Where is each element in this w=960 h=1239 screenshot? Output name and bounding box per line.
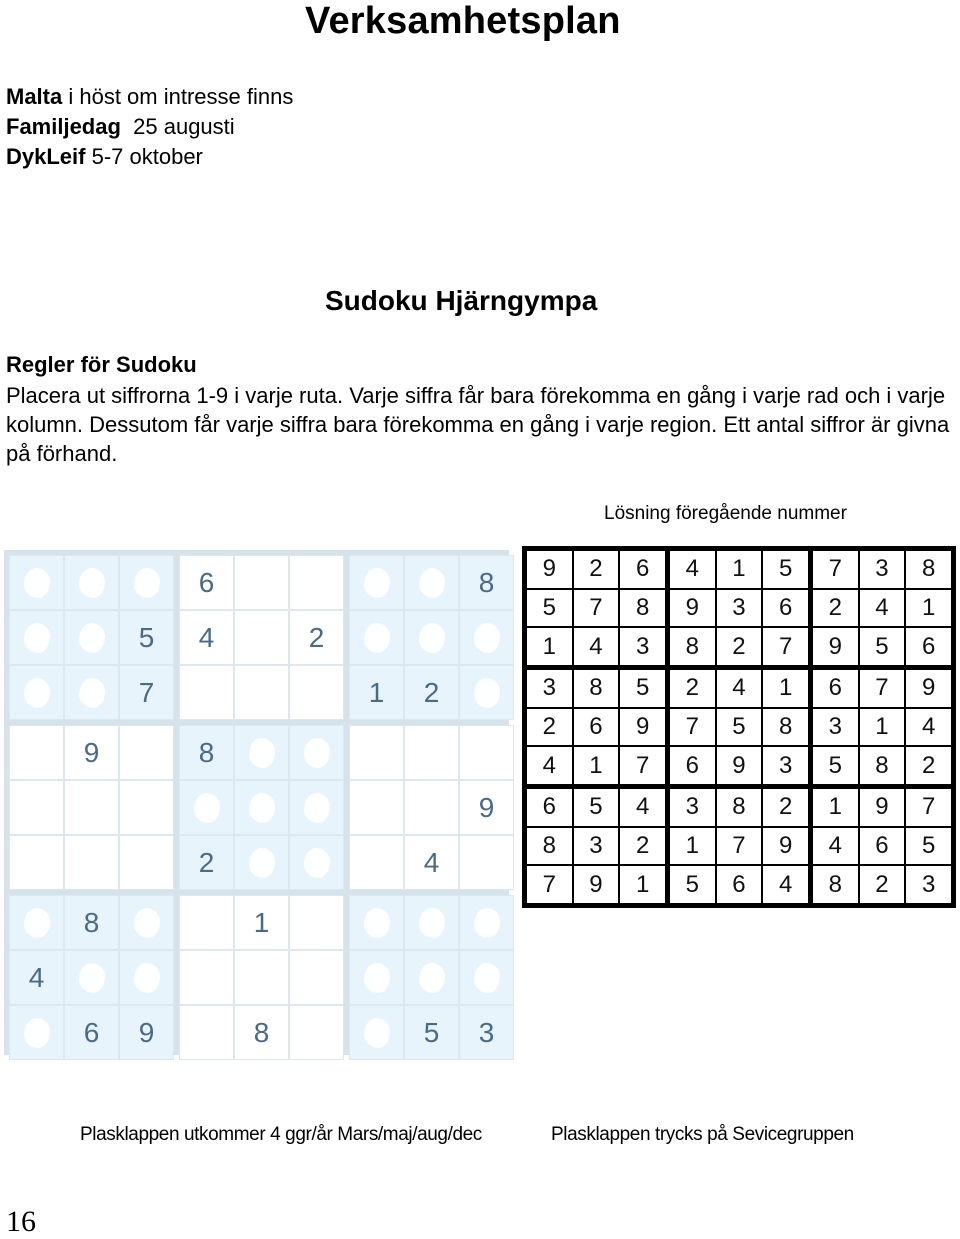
solution-cell: 6	[670, 747, 715, 784]
puzzle-cell[interactable]	[459, 665, 514, 720]
solution-cell: 2	[763, 789, 808, 826]
decorative-blob	[364, 908, 390, 938]
puzzle-cell[interactable]	[9, 555, 64, 610]
puzzle-cell[interactable]	[234, 950, 289, 1005]
puzzle-cell[interactable]	[349, 780, 404, 835]
solution-cell: 9	[670, 590, 715, 627]
puzzle-block	[9, 725, 174, 890]
puzzle-cell[interactable]	[289, 895, 344, 950]
page-number: 16	[6, 1205, 36, 1238]
rules-heading: Regler för Sudoku	[6, 352, 197, 377]
puzzle-cell[interactable]	[234, 780, 289, 835]
solution-cell: 3	[670, 789, 715, 826]
puzzle-cell[interactable]: 3	[459, 1005, 514, 1060]
event-item	[6, 112, 293, 142]
puzzle-cell[interactable]	[64, 665, 119, 720]
puzzle-cell[interactable]	[404, 780, 459, 835]
solution-cell: 3	[527, 670, 572, 707]
puzzle-cell[interactable]	[289, 555, 344, 610]
puzzle-cell[interactable]	[234, 610, 289, 665]
puzzle-cell[interactable]	[349, 950, 404, 1005]
decorative-blob	[79, 963, 105, 993]
solution-cell: 4	[527, 747, 572, 784]
decorative-blob	[419, 963, 445, 993]
decorative-blob	[79, 568, 105, 598]
solution-cell: 9	[906, 670, 951, 707]
decorative-blob	[474, 678, 500, 708]
footer-printer: Plasklappen trycks på Sevicegruppen	[551, 1124, 854, 1145]
puzzle-cell[interactable]	[9, 610, 64, 665]
puzzle-cell[interactable]	[119, 555, 174, 610]
solution-cell: 6	[574, 709, 619, 746]
puzzle-cell[interactable]	[234, 555, 289, 610]
puzzle-cell[interactable]	[349, 555, 404, 610]
puzzle-cell[interactable]	[119, 835, 174, 890]
decorative-blob	[249, 793, 275, 823]
puzzle-cell[interactable]: 9	[119, 1005, 174, 1060]
solution-cell: 8	[717, 789, 762, 826]
puzzle-cell[interactable]: 1	[234, 895, 289, 950]
solution-cell: 4	[574, 628, 619, 665]
solution-cell: 9	[717, 747, 762, 784]
solution-cell: 3	[574, 828, 619, 865]
event-detail: 5-7 oktober	[85, 144, 203, 169]
puzzle-cell[interactable]: 4	[179, 610, 234, 665]
footer-publication-schedule: Plasklappen utkommer 4 ggr/år Mars/maj/aug/dec	[80, 1124, 482, 1145]
puzzle-cell[interactable]	[119, 780, 174, 835]
decorative-blob	[364, 623, 390, 653]
solution-cell: 9	[860, 789, 905, 826]
solution-cell: 9	[813, 628, 858, 665]
puzzle-cell[interactable]	[9, 665, 64, 720]
solution-cell: 5	[813, 747, 858, 784]
puzzle-cell[interactable]: 8	[179, 725, 234, 780]
puzzle-cell[interactable]: 8	[234, 1005, 289, 1060]
solution-cell: 7	[717, 828, 762, 865]
solution-cell: 2	[670, 670, 715, 707]
puzzle-cell[interactable]	[349, 895, 404, 950]
puzzle-cell[interactable]: 8	[64, 895, 119, 950]
puzzle-block	[9, 895, 174, 1060]
solution-cell: 9	[527, 551, 572, 588]
puzzle-cell[interactable]	[179, 950, 234, 1005]
solution-cell: 7	[574, 590, 619, 627]
decorative-blob	[304, 738, 330, 768]
decorative-blob	[304, 793, 330, 823]
decorative-blob	[79, 623, 105, 653]
solution-cell: 2	[620, 828, 665, 865]
solution-cell: 7	[763, 628, 808, 665]
puzzle-cell[interactable]	[234, 835, 289, 890]
puzzle-block	[179, 895, 344, 1060]
puzzle-cell[interactable]	[289, 725, 344, 780]
puzzle-cell[interactable]	[349, 725, 404, 780]
solution-cell: 3	[813, 709, 858, 746]
puzzle-cell[interactable]	[349, 835, 404, 890]
puzzle-cell[interactable]	[459, 725, 514, 780]
puzzle-cell[interactable]	[459, 610, 514, 665]
puzzle-cell[interactable]	[404, 555, 459, 610]
puzzle-cell[interactable]	[179, 895, 234, 950]
solution-cell: 7	[620, 747, 665, 784]
solution-cell: 8	[574, 670, 619, 707]
puzzle-cell[interactable]: 5	[119, 610, 174, 665]
solution-cell: 8	[763, 709, 808, 746]
puzzle-block	[349, 555, 514, 720]
puzzle-cell[interactable]	[404, 950, 459, 1005]
puzzle-cell[interactable]	[9, 1005, 64, 1060]
solution-cell: 1	[813, 789, 858, 826]
solution-cell: 3	[620, 628, 665, 665]
solution-cell: 1	[620, 866, 665, 903]
solution-cell: 1	[906, 590, 951, 627]
rules-text: Placera ut siffrorna 1-9 i varje ruta. Varje siffra får bara förekomma en gång i varje rad och i varje kolumn. Dessutom får varje siffra bara förekomma en gång i varje region. Ett antal siffror är givna på förhand.	[6, 383, 950, 466]
solution-cell: 1	[527, 628, 572, 665]
puzzle-cell[interactable]	[9, 725, 64, 780]
decorative-blob	[134, 568, 160, 598]
decorative-blob	[474, 623, 500, 653]
solution-cell: 1	[717, 551, 762, 588]
solution-cell: 4	[717, 670, 762, 707]
puzzle-cell[interactable]	[9, 780, 64, 835]
event-item	[6, 142, 293, 172]
solution-cell: 3	[906, 866, 951, 903]
puzzle-cell[interactable]	[404, 725, 459, 780]
solution-cell: 4	[860, 590, 905, 627]
decorative-blob	[194, 793, 220, 823]
puzzle-cell[interactable]: 2	[289, 610, 344, 665]
puzzle-cell[interactable]	[349, 1005, 404, 1060]
solution-cell: 7	[670, 709, 715, 746]
puzzle-cell[interactable]	[64, 835, 119, 890]
puzzle-cell[interactable]	[179, 1005, 234, 1060]
solution-cell: 2	[860, 866, 905, 903]
decorative-blob	[249, 738, 275, 768]
solution-cell: 6	[620, 551, 665, 588]
puzzle-cell[interactable]	[64, 780, 119, 835]
puzzle-cell[interactable]: 1	[349, 665, 404, 720]
solution-cell: 7	[527, 866, 572, 903]
puzzle-cell[interactable]	[64, 950, 119, 1005]
puzzle-cell[interactable]	[119, 950, 174, 1005]
decorative-blob	[364, 963, 390, 993]
puzzle-cell[interactable]	[234, 725, 289, 780]
solution-cell: 2	[813, 590, 858, 627]
solution-cell: 1	[574, 747, 619, 784]
decorative-blob	[419, 568, 445, 598]
solution-cell: 5	[906, 828, 951, 865]
decorative-blob	[419, 908, 445, 938]
decorative-blob	[474, 963, 500, 993]
puzzle-cell[interactable]	[119, 725, 174, 780]
solution-cell: 6	[763, 590, 808, 627]
decorative-blob	[24, 568, 50, 598]
solution-cell: 7	[860, 670, 905, 707]
solution-caption: Lösning föregående nummer	[604, 503, 847, 524]
sudoku-puzzle-grid	[4, 550, 509, 1055]
puzzle-cell[interactable]	[459, 950, 514, 1005]
solution-cell: 5	[574, 789, 619, 826]
puzzle-cell[interactable]: 9	[64, 725, 119, 780]
puzzle-block	[179, 725, 344, 890]
event-name: Familjedag	[6, 114, 121, 139]
puzzle-cell[interactable]	[289, 780, 344, 835]
solution-cell: 8	[906, 551, 951, 588]
solution-cell: 1	[670, 828, 715, 865]
solution-cell: 6	[717, 866, 762, 903]
puzzle-block	[179, 555, 344, 720]
solution-cell: 2	[717, 628, 762, 665]
puzzle-cell[interactable]: 2	[179, 835, 234, 890]
puzzle-cell[interactable]: 5	[404, 1005, 459, 1060]
solution-cell: 6	[813, 670, 858, 707]
puzzle-cell[interactable]	[179, 665, 234, 720]
puzzle-cell[interactable]	[119, 895, 174, 950]
solution-cell: 9	[620, 709, 665, 746]
solution-cell: 5	[670, 866, 715, 903]
solution-cell: 6	[527, 789, 572, 826]
decorative-blob	[24, 678, 50, 708]
solution-cell: 6	[906, 628, 951, 665]
puzzle-cell[interactable]	[9, 895, 64, 950]
puzzle-cell[interactable]	[349, 610, 404, 665]
solution-cell: 4	[670, 551, 715, 588]
decorative-blob	[134, 908, 160, 938]
puzzle-cell[interactable]	[289, 835, 344, 890]
puzzle-cell[interactable]	[404, 610, 459, 665]
puzzle-cell[interactable]	[64, 610, 119, 665]
solution-cell: 8	[620, 590, 665, 627]
puzzle-cell[interactable]	[289, 1005, 344, 1060]
event-detail: i höst om intresse finns	[62, 84, 294, 109]
solution-cell: 3	[763, 747, 808, 784]
solution-cell: 2	[527, 709, 572, 746]
puzzle-cell[interactable]	[459, 835, 514, 890]
decorative-blob	[364, 568, 390, 598]
solution-cell: 4	[906, 709, 951, 746]
solution-cell: 5	[763, 551, 808, 588]
solution-cell: 7	[906, 789, 951, 826]
event-detail: 25 augusti	[120, 114, 235, 139]
puzzle-cell[interactable]: 9	[459, 780, 514, 835]
puzzle-block	[349, 725, 514, 890]
puzzle-cell[interactable]: 7	[119, 665, 174, 720]
solution-cell: 8	[860, 747, 905, 784]
solution-cell: 6	[860, 828, 905, 865]
puzzle-cell[interactable]	[179, 780, 234, 835]
puzzle-cell[interactable]: 2	[404, 665, 459, 720]
solution-cell: 2	[574, 551, 619, 588]
solution-cell: 5	[527, 590, 572, 627]
decorative-blob	[134, 963, 160, 993]
solution-cell: 5	[717, 709, 762, 746]
solution-cell: 3	[860, 551, 905, 588]
decorative-blob	[24, 908, 50, 938]
decorative-blob	[249, 848, 275, 878]
puzzle-block	[9, 555, 174, 720]
puzzle-cell[interactable]: 4	[404, 835, 459, 890]
solution-cell: 8	[813, 866, 858, 903]
decorative-blob	[474, 908, 500, 938]
puzzle-cell[interactable]	[459, 895, 514, 950]
decorative-blob	[304, 848, 330, 878]
solution-cell: 8	[670, 628, 715, 665]
puzzle-cell[interactable]	[9, 835, 64, 890]
puzzle-cell[interactable]: 6	[179, 555, 234, 610]
page-title: Verksamhetsplan	[305, 0, 621, 42]
puzzle-cell[interactable]: 8	[459, 555, 514, 610]
puzzle-cell[interactable]	[404, 895, 459, 950]
solution-cell: 8	[527, 828, 572, 865]
solution-cell: 1	[763, 670, 808, 707]
puzzle-block	[349, 895, 514, 1060]
puzzle-cell[interactable]	[289, 950, 344, 1005]
event-list	[6, 82, 293, 172]
puzzle-cell[interactable]: 4	[9, 950, 64, 1005]
solution-cell: 9	[763, 828, 808, 865]
solution-cell: 4	[813, 828, 858, 865]
decorative-blob	[24, 1018, 50, 1048]
solution-cell: 5	[620, 670, 665, 707]
sudoku-section-title: Sudoku Hjärngympa	[325, 285, 598, 316]
solution-cell: 9	[574, 866, 619, 903]
solution-cell: 1	[860, 709, 905, 746]
decorative-blob	[419, 623, 445, 653]
decorative-blob	[364, 1018, 390, 1048]
solution-cell: 5	[860, 628, 905, 665]
puzzle-cell[interactable]	[289, 665, 344, 720]
solution-cell: 7	[813, 551, 858, 588]
puzzle-cell[interactable]	[64, 555, 119, 610]
decorative-blob	[79, 678, 105, 708]
solution-cell: 4	[620, 789, 665, 826]
event-name: DykLeif	[6, 144, 86, 169]
solution-cell: 4	[763, 866, 808, 903]
puzzle-cell[interactable]: 6	[64, 1005, 119, 1060]
solution-cell: 2	[906, 747, 951, 784]
puzzle-cell[interactable]	[234, 665, 289, 720]
event-item	[6, 82, 293, 112]
event-name: Malta	[6, 84, 63, 109]
sudoku-solution-grid	[522, 546, 956, 908]
decorative-blob	[24, 623, 50, 653]
solution-cell: 3	[717, 590, 762, 627]
